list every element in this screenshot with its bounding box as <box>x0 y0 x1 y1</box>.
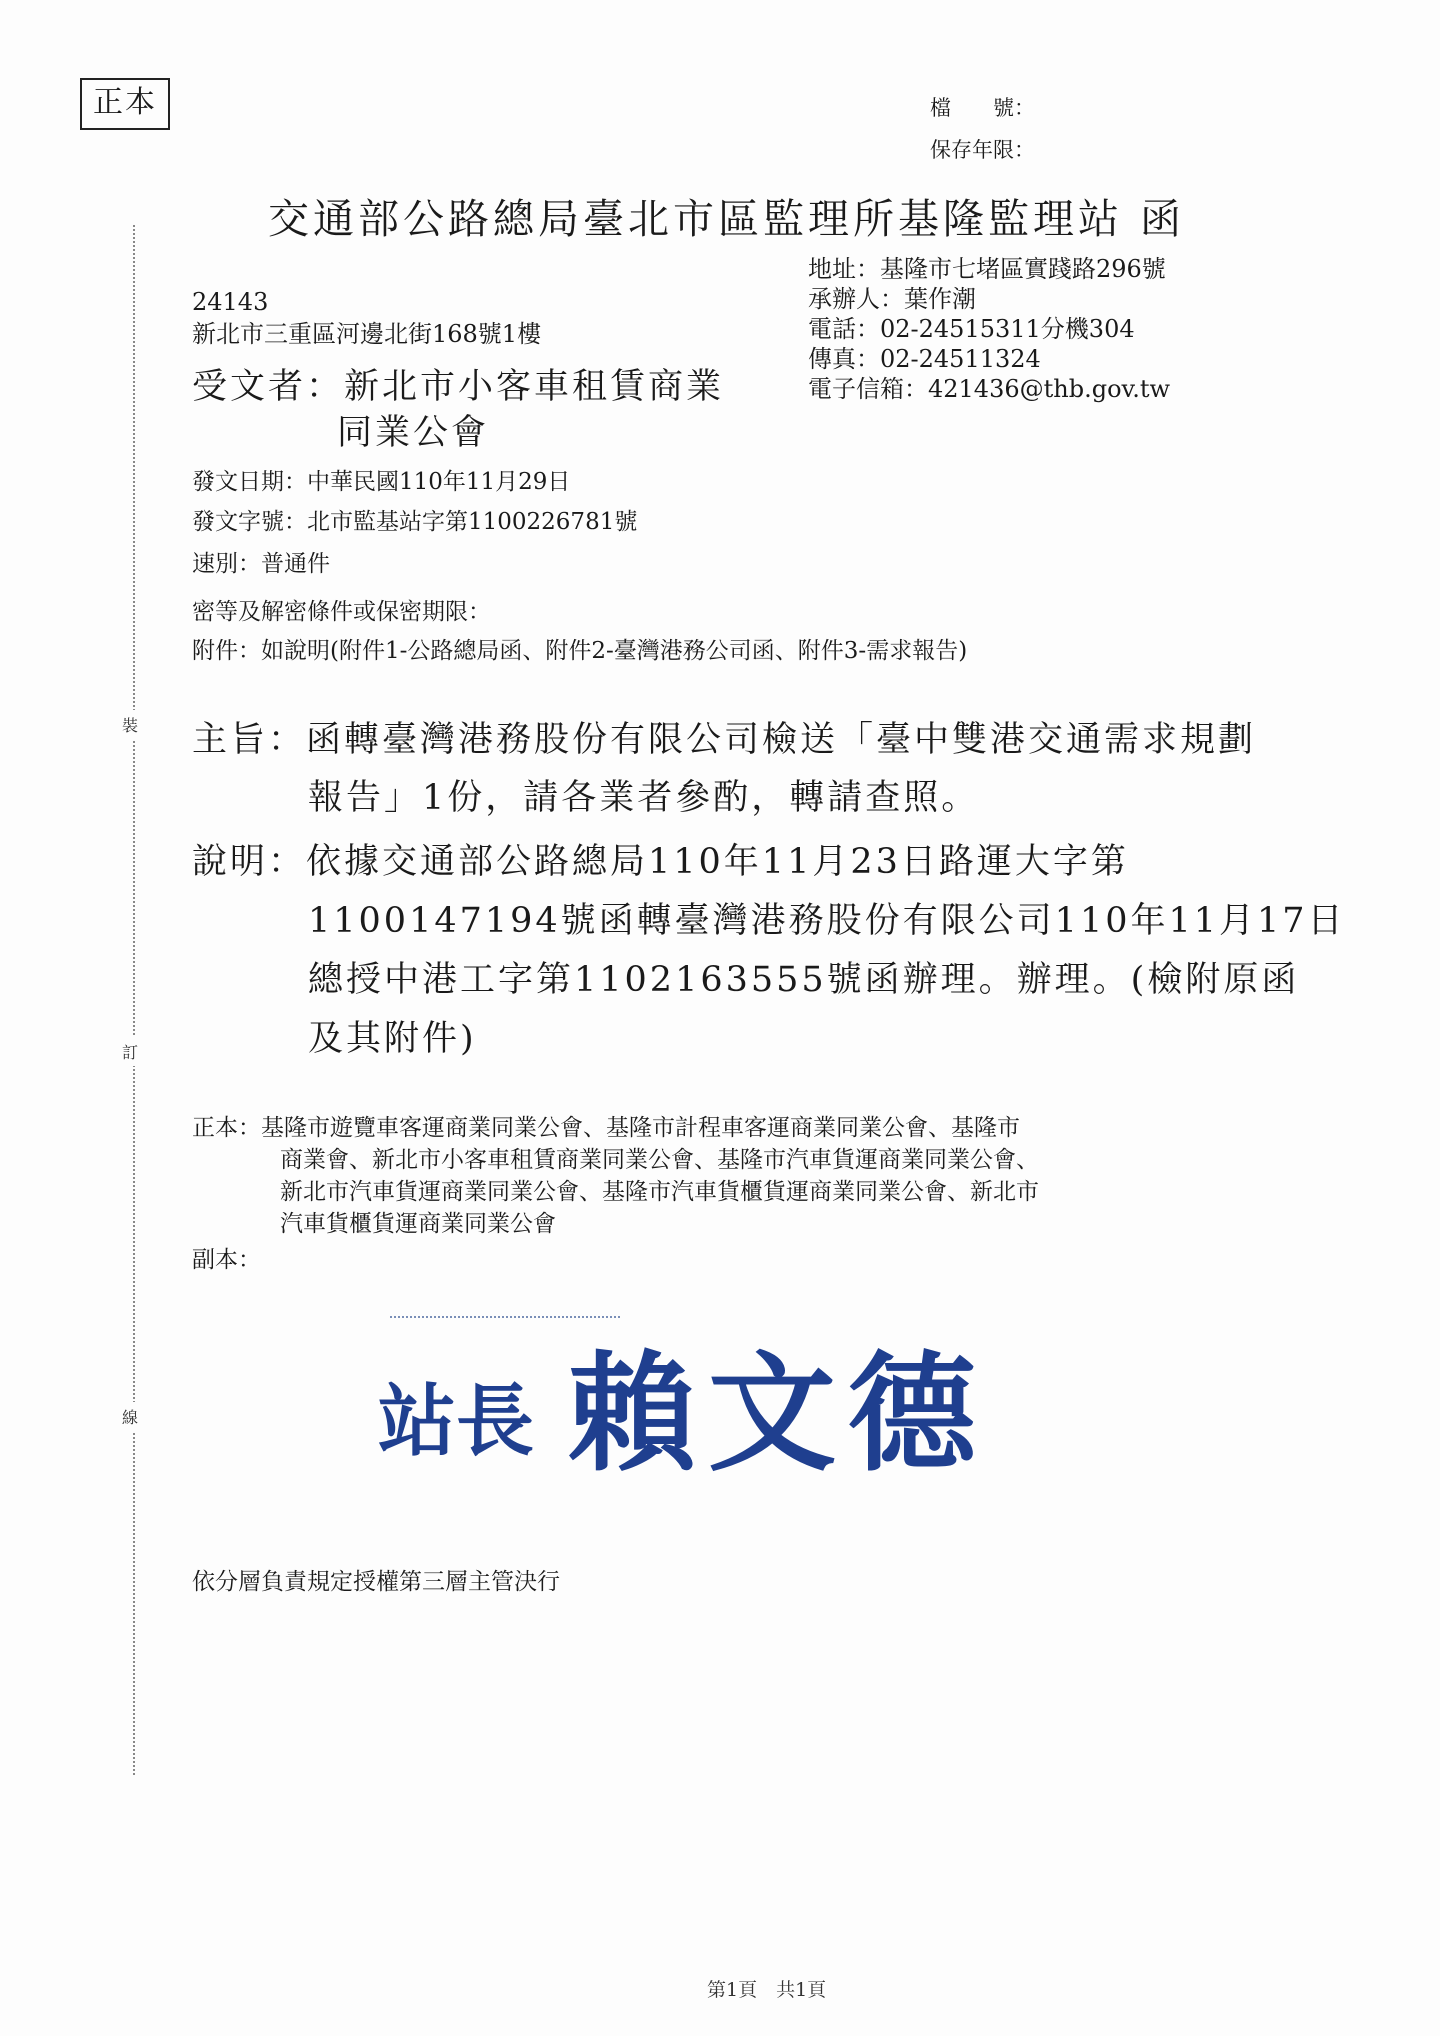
subject-line-1: 主旨：函轉臺灣港務股份有限公司檢送「臺中雙港交通需求規劃 <box>192 720 1257 760</box>
document-number: 發文字號：北市監基站字第1100226781號 <box>192 509 638 535</box>
distribution-original-line-2: 商業會、新北市小客車租賃商業同業公會、基隆市汽車貨運商業同業公會、 <box>280 1147 1039 1173</box>
binding-mark-ding: 訂 <box>122 1037 138 1066</box>
recipient <box>192 364 724 456</box>
explanation-line-3: 總授中港工字第1102163555號函辦理。辦理。(檢附原函 <box>308 960 1300 1000</box>
document-title: 交通部公路總局臺北市區監理所基隆監理站 函 <box>268 195 1186 243</box>
file-number-label: 檔 號： <box>930 96 1035 120</box>
sender-info <box>808 254 1170 404</box>
issue-date: 發文日期：中華民國110年11月29日 <box>192 469 571 495</box>
binding-margin-line <box>133 225 135 1775</box>
explanation-line-1: 說明：依據交通部公路總局110年11月23日路運大字第 <box>192 842 1129 882</box>
page-number: 第1頁 共1頁 <box>707 1979 827 2001</box>
distribution-original-line-1: 正本：基隆市遊覽車客運商業同業公會、基隆市計程車客運商業同業公會、基隆市 <box>192 1115 1020 1141</box>
recipient-address-block <box>192 286 541 350</box>
recipient-postcode: 24143 <box>192 288 269 316</box>
sender-email: 電子信箱：421436@thb.gov.tw <box>808 375 1171 403</box>
sender-phone: 電話：02-24515311分機304 <box>808 315 1135 343</box>
sender-address: 地址：基隆市七堵區實踐路296號 <box>808 255 1166 283</box>
binding-mark-zhuang: 裝 <box>122 710 138 739</box>
retention-period-label: 保存年限： <box>930 138 1035 162</box>
signature-name: 賴文德 <box>568 1339 989 1489</box>
distribution-original-line-3: 新北市汽車貨運商業同業公會、基隆市汽車貨櫃貨運商業同業公會、新北市 <box>280 1179 1039 1205</box>
subject-line-2: 報告」1份，請各業者參酌，轉請查照。 <box>308 778 980 818</box>
signature-title: 站長 <box>378 1376 535 1467</box>
copy-type-stamp: 正本 <box>80 78 170 130</box>
binding-mark-xian: 線 <box>122 1402 138 1431</box>
sender-handler: 承辦人：葉作潮 <box>808 285 976 313</box>
sender-fax: 傳真：02-24511324 <box>808 345 1041 373</box>
recipient-line-1: 受文者：新北市小客車租賃商業 <box>192 367 725 407</box>
explanation-line-4: 及其附件) <box>308 1019 477 1059</box>
authorization-note: 依分層負責規定授權第三層主管決行 <box>192 1569 560 1595</box>
delivery-speed: 速別：普通件 <box>192 551 330 577</box>
attachments: 附件：如說明(附件1-公路總局函、附件2-臺灣港務公司函、附件3-需求報告) <box>192 638 968 664</box>
recipient-address: 新北市三重區河邊北街168號1樓 <box>192 320 542 348</box>
secrecy-level: 密等及解密條件或保密期限： <box>192 599 491 625</box>
recipient-line-2: 同業公會 <box>337 413 490 453</box>
distribution-copy: 副本： <box>192 1247 261 1273</box>
signature-stamp <box>378 1318 1018 1518</box>
explanation-line-2: 1100147194號函轉臺灣港務股份有限公司110年11月17日 <box>308 901 1346 941</box>
distribution-original-line-4: 汽車貨櫃貨運商業同業公會 <box>280 1211 556 1237</box>
